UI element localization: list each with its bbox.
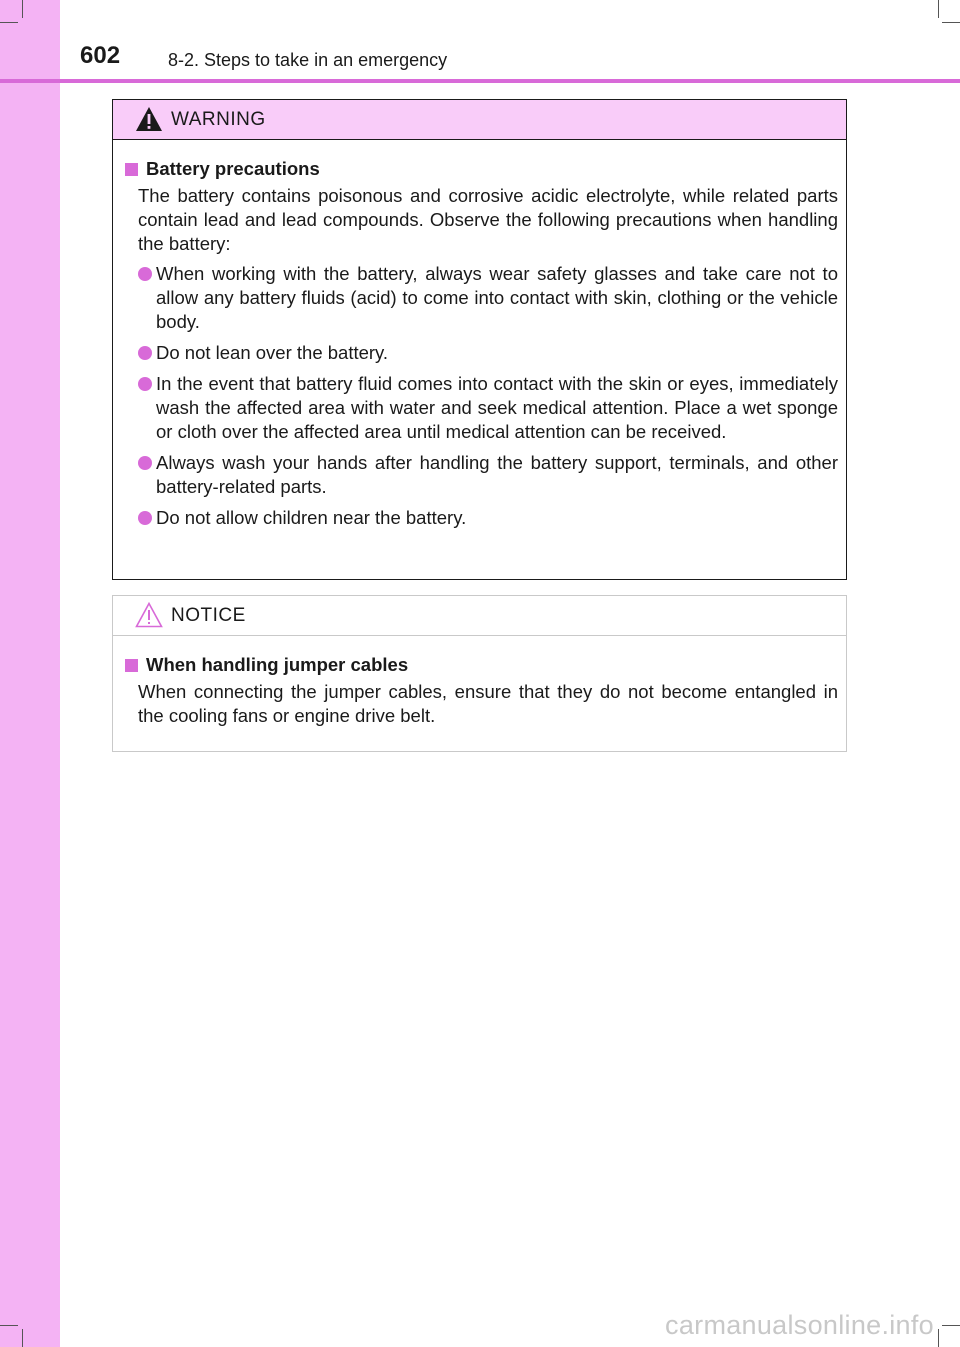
square-bullet-icon	[125, 163, 138, 176]
notice-label: NOTICE	[171, 605, 246, 626]
warning-intro: The battery contains poisonous and corrosive acidic electrolyte, while related parts contain lead and lead compounds. Observe the following precautions when handling the battery:	[138, 185, 838, 254]
crop-mark	[22, 1329, 23, 1347]
crop-mark	[938, 0, 939, 18]
crop-mark	[938, 1329, 939, 1347]
square-bullet-icon	[125, 659, 138, 672]
round-bullet-icon	[138, 267, 152, 281]
section-title: 8-2. Steps to take in an emergency	[168, 50, 448, 70]
warning-list	[125, 262, 838, 530]
list-item	[125, 262, 838, 334]
warning-triangle-filled-icon	[135, 106, 163, 132]
warning-header	[113, 100, 846, 140]
crop-mark	[0, 1325, 18, 1326]
notice-text: When connecting the jumper cables, ensure that they do not become entangled in the cooling fans or engine drive belt.	[138, 681, 838, 726]
page-number: 602	[80, 42, 121, 69]
list-item	[125, 451, 838, 499]
warning-body	[113, 140, 846, 530]
list-item	[125, 341, 838, 365]
watermark: carmanualsonline.info	[665, 1310, 934, 1340]
crop-mark	[942, 1325, 960, 1326]
notice-box	[112, 595, 847, 752]
warning-subtitle	[125, 154, 838, 184]
crop-mark	[22, 0, 23, 18]
warning-subtitle-text: Battery precautions	[146, 158, 320, 179]
list-item-text: Always wash your hands after handling the battery support, terminals, and other battery-related parts.	[156, 452, 838, 497]
list-item	[125, 372, 838, 444]
warning-box	[112, 99, 847, 580]
round-bullet-icon	[138, 346, 152, 360]
list-item-text: In the event that battery fluid comes into contact with the skin or eyes, immediately wash the affected area with water and seek medical attention. Place a wet sponge or cloth over the affected area until medical attention can be received.	[156, 373, 838, 442]
round-bullet-icon	[138, 456, 152, 470]
header-rule	[0, 79, 960, 83]
list-item-text: Do not allow children near the battery.	[156, 507, 467, 528]
notice-subtitle	[125, 650, 838, 680]
warning-label: WARNING	[171, 109, 266, 130]
list-item-text: Do not lean over the battery.	[156, 342, 389, 363]
crop-mark	[942, 22, 960, 23]
crop-mark	[0, 22, 18, 23]
sidebar-band	[0, 0, 60, 1347]
list-item	[125, 506, 838, 530]
notice-body	[113, 636, 846, 728]
notice-header	[113, 596, 846, 636]
warning-triangle-outline-icon	[135, 602, 163, 628]
round-bullet-icon	[138, 377, 152, 391]
list-item-text: When working with the battery, always wear safety glasses and take care not to allow any battery fluids (acid) to come into contact with skin, clothing or the vehicle body.	[156, 263, 838, 332]
page-header	[0, 0, 960, 80]
round-bullet-icon	[138, 511, 152, 525]
notice-subtitle-text: When handling jumper cables	[146, 654, 409, 675]
